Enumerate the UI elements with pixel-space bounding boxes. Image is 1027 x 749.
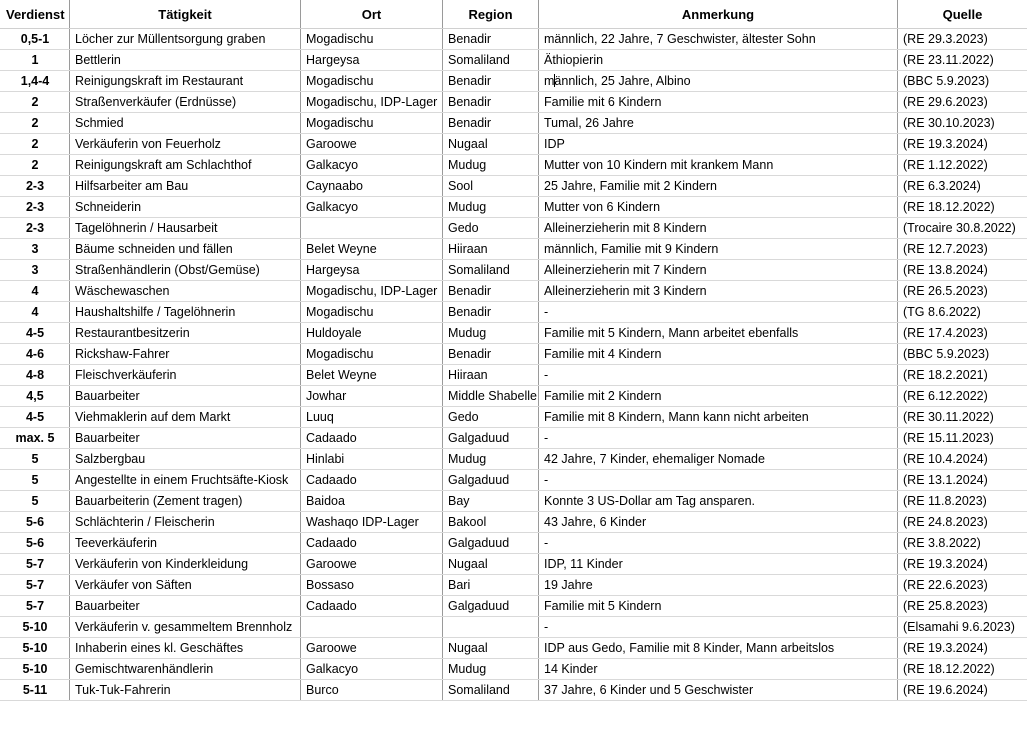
table-row [1,239,1027,260]
column-header-ort[interactable]: Ort [301,1,443,29]
cell-ort[interactable]: Mogadischu, IDP-Lager [301,281,443,302]
cell-quelle[interactable]: (RE 10.4.2024) [898,449,1027,470]
cell-ort[interactable]: Mogadischu [301,344,443,365]
cell-region[interactable]: Galgaduud [443,596,539,617]
cell-taetigkeit[interactable]: Bauarbeiter [70,386,301,407]
cell-anmerkung[interactable]: Alleinerzieherin mit 7 Kindern [539,260,898,281]
table-row [1,554,1027,575]
cell-verdienst[interactable]: 5-10 [1,617,70,638]
cell-taetigkeit[interactable]: Schmied [70,113,301,134]
cell-region[interactable]: Benadir [443,71,539,92]
cell-region[interactable]: Bari [443,575,539,596]
cell-verdienst[interactable]: 4,5 [1,386,70,407]
cell-anmerkung[interactable]: Alleinerzieherin mit 3 Kindern [539,281,898,302]
cell-ort[interactable]: Garoowe [301,638,443,659]
table-row [1,92,1027,113]
cell-ort[interactable]: Cadaado [301,470,443,491]
cell-taetigkeit[interactable]: Angestellte in einem Fruchtsäfte-Kiosk [70,470,301,491]
table-row [1,680,1027,701]
cell-anmerkung[interactable]: Tumal, 26 Jahre [539,113,898,134]
cell-quelle[interactable]: (RE 18.12.2022) [898,659,1027,680]
cell-anmerkung[interactable]: 37 Jahre, 6 Kinder und 5 Geschwister [539,680,898,701]
cell-taetigkeit[interactable]: Verkäuferin von Feuerholz [70,134,301,155]
cell-anmerkung[interactable]: männlich, 22 Jahre, 7 Geschwister, ältester Sohn [539,29,898,50]
cell-verdienst[interactable]: 2 [1,155,70,176]
cell-region[interactable]: Middle Shabelle [443,386,539,407]
cell-anmerkung[interactable]: 14 Kinder [539,659,898,680]
cell-taetigkeit[interactable]: Fleischverkäuferin [70,365,301,386]
cell-verdienst[interactable]: 1,4-4 [1,71,70,92]
table-row [1,575,1027,596]
cell-ort[interactable]: Mogadischu, IDP-Lager [301,92,443,113]
cell-verdienst[interactable]: 3 [1,260,70,281]
table-row [1,155,1027,176]
cell-verdienst[interactable]: 2-3 [1,218,70,239]
cell-ort[interactable]: Hinlabi [301,449,443,470]
cell-verdienst[interactable]: 5 [1,449,70,470]
table-row [1,71,1027,92]
cell-taetigkeit[interactable]: Schneiderin [70,197,301,218]
cell-taetigkeit[interactable]: Straßenhändlerin (Obst/Gemüse) [70,260,301,281]
cell-region[interactable]: Mudug [443,155,539,176]
cell-ort[interactable]: Galkacyo [301,659,443,680]
cell-region[interactable]: Galgaduud [443,470,539,491]
cell-anmerkung[interactable]: Konnte 3 US-Dollar am Tag ansparen. [539,491,898,512]
cell-ort[interactable]: Mogadischu [301,302,443,323]
table-row [1,617,1027,638]
cell-taetigkeit[interactable]: Salzbergbau [70,449,301,470]
cell-anmerkung[interactable]: 43 Jahre, 6 Kinder [539,512,898,533]
cell-quelle[interactable]: (RE 24.8.2023) [898,512,1027,533]
cell-quelle[interactable]: (RE 19.3.2024) [898,638,1027,659]
cell-region[interactable]: Mudug [443,659,539,680]
cell-region[interactable]: Benadir [443,113,539,134]
table-row [1,134,1027,155]
cell-anmerkung[interactable]: Familie mit 4 Kindern [539,344,898,365]
cell-anmerkung[interactable]: Familie mit 2 Kindern [539,386,898,407]
cell-verdienst[interactable]: 5-6 [1,533,70,554]
cell-anmerkung[interactable]: - [539,428,898,449]
cell-anmerkung[interactable]: 42 Jahre, 7 Kinder, ehemaliger Nomade [539,449,898,470]
cell-region[interactable]: Hiiraan [443,365,539,386]
table-row [1,302,1027,323]
cell-verdienst[interactable]: 4 [1,281,70,302]
table-row [1,659,1027,680]
cell-ort[interactable]: Bossaso [301,575,443,596]
cell-quelle[interactable]: (RE 1.12.2022) [898,155,1027,176]
cell-anmerkung[interactable]: Mutter von 6 Kindern [539,197,898,218]
cell-anmerkung[interactable]: 19 Jahre [539,575,898,596]
table-row [1,176,1027,197]
cell-taetigkeit[interactable]: Inhaberin eines kl. Geschäftes [70,638,301,659]
cell-verdienst[interactable]: 0,5-1 [1,29,70,50]
cell-ort[interactable]: Huldoyale [301,323,443,344]
cell-region[interactable]: Nugaal [443,134,539,155]
table-header [1,1,1027,29]
cell-taetigkeit[interactable]: Wäschewaschen [70,281,301,302]
cell-verdienst[interactable]: 5-7 [1,596,70,617]
cell-region[interactable]: Mudug [443,323,539,344]
cell-quelle[interactable]: (RE 19.6.2024) [898,680,1027,701]
cell-region[interactable]: Sool [443,176,539,197]
table-row [1,50,1027,71]
cell-taetigkeit[interactable]: Restaurantbesitzerin [70,323,301,344]
table-row [1,491,1027,512]
cell-quelle[interactable]: (RE 6.3.2024) [898,176,1027,197]
cell-taetigkeit[interactable]: Hilfsarbeiter am Bau [70,176,301,197]
cell-quelle[interactable]: (RE 15.11.2023) [898,428,1027,449]
cell-taetigkeit[interactable]: Reinigungskraft im Restaurant [70,71,301,92]
cell-taetigkeit[interactable]: Verkäuferin von Kinderkleidung [70,554,301,575]
cell-quelle[interactable]: (RE 17.4.2023) [898,323,1027,344]
cell-verdienst[interactable]: 5-11 [1,680,70,701]
cell-region[interactable]: Mudug [443,197,539,218]
cell-region[interactable] [443,617,539,638]
table-row [1,596,1027,617]
cell-ort[interactable]: Galkacyo [301,155,443,176]
cell-quelle[interactable]: (RE 11.8.2023) [898,491,1027,512]
cell-verdienst[interactable]: 2 [1,134,70,155]
cell-verdienst[interactable]: 1 [1,50,70,71]
cell-ort[interactable]: Burco [301,680,443,701]
cell-region[interactable]: Hiiraan [443,239,539,260]
cell-verdienst[interactable]: 5-7 [1,575,70,596]
cell-taetigkeit[interactable]: Bauarbeiter [70,428,301,449]
cell-verdienst[interactable]: 5-10 [1,638,70,659]
table-row [1,218,1027,239]
cell-region[interactable]: Galgaduud [443,533,539,554]
table-row [1,449,1027,470]
cell-taetigkeit[interactable]: Bauarbeiter [70,596,301,617]
cell-quelle[interactable]: (RE 18.2.2021) [898,365,1027,386]
cell-quelle[interactable]: (RE 6.12.2022) [898,386,1027,407]
cell-quelle[interactable]: (RE 12.7.2023) [898,239,1027,260]
table-row [1,113,1027,134]
cell-taetigkeit[interactable]: Haushaltshilfe / Tagelöhnerin [70,302,301,323]
cell-verdienst[interactable]: 5-6 [1,512,70,533]
cell-anmerkung[interactable]: - [539,617,898,638]
cell-anmerkung[interactable]: Familie mit 5 Kindern, Mann arbeitet ebenfalls [539,323,898,344]
cell-quelle[interactable]: (RE 25.8.2023) [898,596,1027,617]
cell-verdienst[interactable]: 3 [1,239,70,260]
cell-region[interactable]: Gedo [443,218,539,239]
column-header-anmerkung[interactable]: Anmerkung [539,1,898,29]
cell-ort[interactable]: Hargeysa [301,260,443,281]
table-row [1,386,1027,407]
cell-region[interactable]: Galgaduud [443,428,539,449]
cell-quelle[interactable]: (RE 23.11.2022) [898,50,1027,71]
cell-ort[interactable] [301,617,443,638]
cell-taetigkeit[interactable]: Rickshaw-Fahrer [70,344,301,365]
cell-verdienst[interactable]: 5-10 [1,659,70,680]
cell-anmerkung[interactable]: - [539,302,898,323]
cell-ort[interactable]: Belet Weyne [301,365,443,386]
table-body [1,29,1027,701]
cell-anmerkung[interactable]: Familie mit 6 Kindern [539,92,898,113]
cell-region[interactable]: Mudug [443,449,539,470]
cell-quelle[interactable]: (RE 29.6.2023) [898,92,1027,113]
cell-taetigkeit[interactable]: Löcher zur Müllentsorgung graben [70,29,301,50]
cell-verdienst[interactable]: 2-3 [1,176,70,197]
cell-verdienst[interactable]: 5-7 [1,554,70,575]
cell-ort[interactable]: Baidoa [301,491,443,512]
cell-anmerkung[interactable]: - [539,533,898,554]
table-row [1,29,1027,50]
text-caret [554,74,555,87]
table-row [1,407,1027,428]
cell-quelle[interactable]: (RE 30.11.2022) [898,407,1027,428]
cell-region[interactable]: Bay [443,491,539,512]
cell-region[interactable]: Benadir [443,281,539,302]
cell-anmerkung[interactable]: männlich, 25 Jahre, Albino [539,71,898,92]
cell-region[interactable]: Benadir [443,344,539,365]
cell-region[interactable]: Gedo [443,407,539,428]
cell-taetigkeit[interactable]: Viehmaklerin auf dem Markt [70,407,301,428]
cell-verdienst[interactable]: 2-3 [1,197,70,218]
cell-taetigkeit[interactable]: Straßenverkäufer (Erdnüsse) [70,92,301,113]
cell-quelle[interactable]: (TG 8.6.2022) [898,302,1027,323]
cell-ort[interactable]: Caynaabo [301,176,443,197]
cell-quelle[interactable]: (RE 13.1.2024) [898,470,1027,491]
cell-quelle[interactable]: (Elsamahi 9.6.2023) [898,617,1027,638]
cell-quelle[interactable]: (Trocaire 30.8.2022) [898,218,1027,239]
cell-ort[interactable]: Mogadischu [301,113,443,134]
cell-ort[interactable]: Mogadischu [301,71,443,92]
table-row [1,365,1027,386]
cell-taetigkeit[interactable]: Reinigungskraft am Schlachthof [70,155,301,176]
cell-anmerkung[interactable]: IDP aus Gedo, Familie mit 8 Kinder, Mann arbeitslos [539,638,898,659]
cell-ort[interactable]: Jowhar [301,386,443,407]
cell-region[interactable]: Benadir [443,302,539,323]
cell-taetigkeit[interactable]: Teeverkäuferin [70,533,301,554]
cell-region[interactable]: Nugaal [443,638,539,659]
cell-quelle[interactable]: (RE 19.3.2024) [898,134,1027,155]
column-header-region[interactable]: Region [443,1,539,29]
cell-ort[interactable]: Hargeysa [301,50,443,71]
table-row [1,470,1027,491]
column-header-quelle[interactable]: Quelle [898,1,1027,29]
cell-verdienst[interactable]: 4-6 [1,344,70,365]
cell-quelle[interactable]: (RE 22.6.2023) [898,575,1027,596]
cell-region[interactable]: Nugaal [443,554,539,575]
cell-ort[interactable]: Cadaado [301,596,443,617]
column-header-taetigkeit[interactable]: Tätigkeit [70,1,301,29]
cell-verdienst[interactable]: 2 [1,113,70,134]
cell-verdienst[interactable]: max. 5 [1,428,70,449]
cell-quelle[interactable]: (RE 30.10.2023) [898,113,1027,134]
cell-region[interactable]: Benadir [443,92,539,113]
cell-anmerkung[interactable]: Familie mit 8 Kindern, Mann kann nicht arbeiten [539,407,898,428]
cell-anmerkung[interactable]: IDP, 11 Kinder [539,554,898,575]
cell-verdienst[interactable]: 4-5 [1,323,70,344]
cell-verdienst[interactable]: 2 [1,92,70,113]
cell-ort[interactable]: Cadaado [301,428,443,449]
cell-ort[interactable]: Luuq [301,407,443,428]
cell-taetigkeit[interactable]: Bettlerin [70,50,301,71]
cell-anmerkung[interactable]: - [539,365,898,386]
cell-quelle[interactable]: (RE 29.3.2023) [898,29,1027,50]
cell-anmerkung[interactable]: - [539,470,898,491]
cell-anmerkung[interactable]: Alleinerzieherin mit 8 Kindern [539,218,898,239]
cell-ort[interactable]: Belet Weyne [301,239,443,260]
cell-quelle[interactable]: (BBC 5.9.2023) [898,71,1027,92]
table-row [1,533,1027,554]
cell-region[interactable]: Benadir [443,29,539,50]
column-header-verdienst[interactable]: Verdienst [1,1,70,29]
cell-taetigkeit[interactable]: Verkäuferin v. gesammeltem Brennholz [70,617,301,638]
table-row [1,512,1027,533]
table-header-row [1,1,1027,29]
cell-anmerkung[interactable]: männlich, Familie mit 9 Kindern [539,239,898,260]
cell-quelle[interactable]: (RE 3.8.2022) [898,533,1027,554]
cell-region[interactable]: Somaliland [443,680,539,701]
cell-verdienst[interactable]: 4-5 [1,407,70,428]
cell-anmerkung[interactable]: IDP [539,134,898,155]
table-row [1,281,1027,302]
cell-region[interactable]: Bakool [443,512,539,533]
cell-verdienst[interactable]: 4-8 [1,365,70,386]
cell-verdienst[interactable]: 4 [1,302,70,323]
cell-anmerkung[interactable]: Familie mit 5 Kindern [539,596,898,617]
table-row [1,638,1027,659]
cell-taetigkeit[interactable]: Tagelöhnerin / Hausarbeit [70,218,301,239]
cell-verdienst[interactable]: 5 [1,470,70,491]
cell-taetigkeit[interactable]: Verkäufer von Säften [70,575,301,596]
table-row [1,260,1027,281]
cell-ort[interactable] [301,218,443,239]
cell-region[interactable]: Somaliland [443,50,539,71]
cell-quelle[interactable]: (BBC 5.9.2023) [898,344,1027,365]
cell-quelle[interactable]: (RE 18.12.2022) [898,197,1027,218]
cell-quelle[interactable]: (RE 13.8.2024) [898,260,1027,281]
table-row [1,323,1027,344]
table-row [1,344,1027,365]
cell-quelle[interactable]: (RE 26.5.2023) [898,281,1027,302]
cell-anmerkung[interactable]: Äthiopierin [539,50,898,71]
cell-taetigkeit[interactable]: Tuk-Tuk-Fahrerin [70,680,301,701]
cell-anmerkung[interactable]: 25 Jahre, Familie mit 2 Kindern [539,176,898,197]
cell-ort[interactable]: Mogadischu [301,29,443,50]
cell-region[interactable]: Somaliland [443,260,539,281]
cell-anmerkung[interactable]: Mutter von 10 Kindern mit krankem Mann [539,155,898,176]
cell-taetigkeit[interactable]: Bauarbeiterin (Zement tragen) [70,491,301,512]
table-row [1,197,1027,218]
table-row [1,428,1027,449]
cell-taetigkeit[interactable]: Gemischtwarenhändlerin [70,659,301,680]
cell-taetigkeit[interactable]: Bäume schneiden und fällen [70,239,301,260]
cell-ort[interactable]: Washaqo IDP-Lager [301,512,443,533]
cell-quelle[interactable]: (RE 19.3.2024) [898,554,1027,575]
cell-taetigkeit[interactable]: Schlächterin / Fleischerin [70,512,301,533]
cell-ort[interactable]: Garoowe [301,554,443,575]
cell-ort[interactable]: Garoowe [301,134,443,155]
cell-verdienst[interactable]: 5 [1,491,70,512]
cell-ort[interactable]: Galkacyo [301,197,443,218]
cell-ort[interactable]: Cadaado [301,533,443,554]
